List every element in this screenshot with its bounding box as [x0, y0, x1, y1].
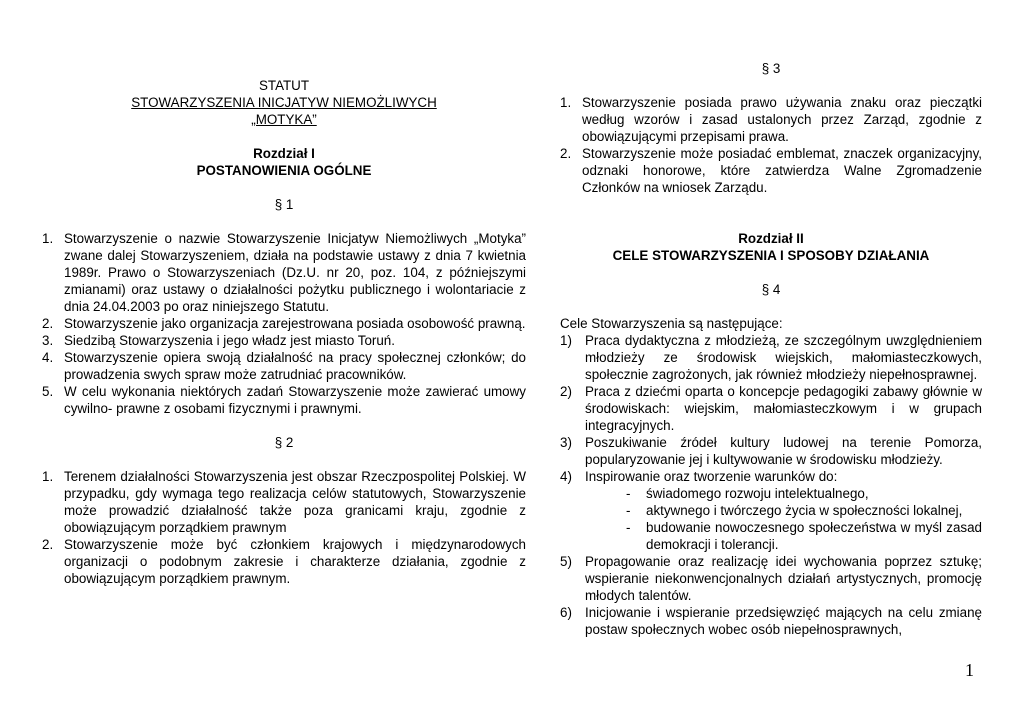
- item-text: Stowarzyszenie może posiadać emblemat, znaczek organizacyjny, odznaki honorowe, które zatwierdza Walne Zgromadzenie Członków na wniosek Zarządu.: [582, 146, 982, 195]
- section-4-title: § 4: [761, 282, 781, 297]
- item-number: 2): [560, 384, 572, 399]
- item-number: 2.: [42, 537, 54, 552]
- right-column: [560, 0, 982, 638]
- item-number: 5): [560, 554, 572, 569]
- dash-bullet: -: [626, 503, 631, 518]
- section-2-list: [42, 468, 526, 587]
- item-number: 1.: [42, 231, 54, 246]
- list-item: [42, 315, 526, 332]
- section-4-list-continued: [560, 553, 982, 638]
- item-number: 4.: [42, 350, 54, 365]
- item-text: Poszukiwanie źródeł kultury ludowej na terenie Pomorza, popularyzowanie jej i kultywowanie w środowisku młodzieży.: [585, 435, 982, 467]
- item-text: Inspirowanie oraz tworzenie warunków do:: [585, 469, 838, 484]
- list-item: [560, 604, 982, 638]
- list-item: [560, 434, 982, 468]
- list-item: [560, 145, 982, 196]
- item-text: Praca z dziećmi oparta o koncepcje pedagogiki zabawy głównie w środowiskach: wiejskim, małomiasteczkowym i w grupach integracyjnych.: [585, 384, 982, 433]
- chapter-2-heading: [560, 230, 982, 264]
- page-number: 1: [965, 660, 974, 680]
- organization-nickname: „MOTYKA”: [251, 112, 317, 127]
- sub-list-item: [626, 502, 982, 519]
- item-text: budowanie nowoczesnego społeczeństwa w myśl zasad demokracji i tolerancji.: [646, 520, 982, 552]
- list-item: [560, 553, 982, 604]
- list-item: [560, 468, 982, 485]
- item-number: 4): [560, 469, 572, 484]
- item-number: 2.: [42, 316, 54, 331]
- item-text: Siedzibą Stowarzyszenia i jego władz jest miasto Toruń.: [64, 333, 395, 348]
- item-text: świadomego rozwoju intelektualnego,: [646, 486, 869, 501]
- list-item: [560, 383, 982, 434]
- section-1-list: [42, 230, 526, 417]
- item-text: Inicjowanie i wspieranie przedsięwzięć mających na celu zmianę postaw społecznych wobec osób niepełnosprawnych,: [585, 605, 982, 637]
- list-item: [42, 536, 526, 587]
- section-4-list: [560, 332, 982, 485]
- dash-bullet: -: [626, 486, 631, 501]
- item-text: Stowarzyszenie jako organizacja zarejestrowana posiada osobowość prawną.: [64, 316, 526, 331]
- item-text: W celu wykonania niektórych zadań Stowarzyszenie może zawierać umowy cywilno- prawne z osobami fizycznymi i prawnymi.: [64, 384, 526, 416]
- item-text: aktywnego i twórczego życia w społeczności lokalnej,: [646, 503, 963, 518]
- item-text: Praca dydaktyczna z młodzieżą, ze szczególnym uwzględnieniem młodzieży ze środowisk wiejskich, małomiasteczkowych, społecznie zagrożonych, jak również młodzieży niepełnosprawnej.: [585, 333, 982, 382]
- statut-title: STATUT: [258, 78, 310, 93]
- section-4-intro: Cele Stowarzyszenia są następujące:: [560, 316, 783, 331]
- section-3-list: [560, 94, 982, 196]
- left-column: [42, 0, 526, 587]
- item-text: Stowarzyszenie o nazwie Stowarzyszenie Inicjatyw Niemożliwych „Motyka” zwane dalej Stowarzyszeniem, działa na podstawie ustawy z dnia 7 kwietnia 1989r. Prawo o Stowarzyszeniach (Dz.U. nr 20, poz. 104, z późniejszymi zmianami) oraz ustawy o działalności pożytku publicznego i wolontariacie z dnia 24.04.2003 po oraz niniejszego Statutu.: [64, 231, 526, 314]
- chapter-1-heading: [42, 145, 526, 179]
- chapter-2-subtitle: CELE STOWARZYSZENIA I SPOSOBY DZIAŁANIA: [612, 248, 930, 263]
- chapter-2-title: Rozdział II: [738, 231, 804, 246]
- section-4-sublist: [560, 485, 982, 553]
- item-number: 5.: [42, 384, 54, 399]
- list-item: [42, 383, 526, 417]
- list-item: [42, 332, 526, 349]
- organization-name: STOWARZYSZENIA INICJATYW NIEMOŻLIWYCH: [131, 95, 437, 110]
- item-number: 3): [560, 435, 572, 450]
- list-item: [560, 332, 982, 383]
- item-text: Terenem działalności Stowarzyszenia jest obszar Rzeczpospolitej Polskiej. W przypadku, gdy wymaga tego realizacja celów statutowych, Stowarzyszenie może prowadzić działalność także poza granicami kraju, zgodnie z obowiązującym porządkiem prawnym: [64, 469, 526, 535]
- statute-heading: [42, 77, 526, 128]
- chapter-1-title: Rozdział I: [253, 146, 315, 161]
- section-1-title: § 1: [274, 197, 294, 212]
- item-number: 3.: [42, 333, 54, 348]
- item-text: Stowarzyszenie posiada prawo używania znaku oraz pieczątki według wzorów i zasad ustalonych przez Zarząd, zgodnie z obowiązującymi przepisami prawa.: [582, 95, 982, 144]
- item-number: 1): [560, 333, 572, 348]
- sub-list-item: [626, 485, 982, 502]
- item-number: 1.: [560, 95, 572, 110]
- item-number: 1.: [42, 469, 54, 484]
- dash-bullet: -: [626, 520, 631, 535]
- chapter-1-subtitle: POSTANOWIENIA OGÓLNE: [196, 163, 372, 178]
- item-text: Stowarzyszenie może być członkiem krajowych i międzynarodowych organizacji o podobnym zakresie i charakterze działania, zgodnie z obowiązującym porządkiem prawnym.: [64, 537, 526, 586]
- list-item: [560, 94, 982, 145]
- item-number: 6): [560, 605, 572, 620]
- section-3-title: § 3: [761, 61, 781, 76]
- item-text: Propagowanie oraz realizację idei wychowania poprzez sztukę; wspieranie niekonwencjonalnych działań artystycznych, promocję młodych talentów.: [585, 554, 982, 603]
- list-item: [42, 468, 526, 536]
- item-number: 2.: [560, 146, 572, 161]
- sub-list-item: [626, 519, 982, 553]
- list-item: [42, 230, 526, 315]
- list-item: [42, 349, 526, 383]
- item-text: Stowarzyszenie opiera swoją działalność na pracy społecznej członków; do prowadzenia swych spraw może zatrudniać pracowników.: [64, 350, 526, 382]
- section-2-title: § 2: [274, 435, 294, 450]
